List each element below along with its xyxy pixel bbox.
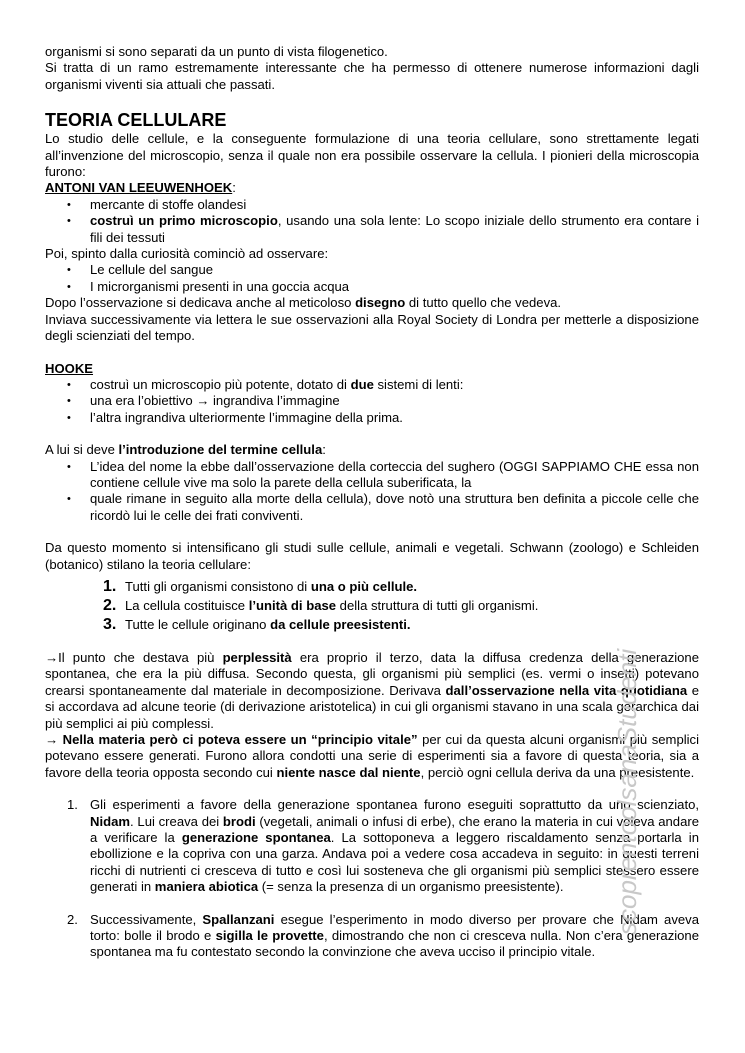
experiment-text-run: , dimostrando che non ci cresceva nulla. Non c’era generazione spontanea ma fu contestato secondo la convinzione che aveva ucciso il principio vitale. bbox=[90, 928, 699, 960]
schwann-paragraph: Da questo momento si intensificano gli studi sulle cellule, animali e vegetali. Schwann (zoologo) e Schleiden (botanico) stilano la teoria cellulare: bbox=[45, 540, 699, 572]
list-item: • mercante di stoffe olandesi bbox=[45, 197, 699, 213]
list-item: • L’idea del nome la ebbe dall’osservazione della corteccia del sughero (OGGI SAPPIAMO CHE essa non contiene cellule vive ma solo la parete della cellula suberificata, la bbox=[45, 459, 699, 492]
list-item: • l’altra ingrandiva ulteriormente l’immagine della prima. bbox=[45, 410, 699, 426]
experiment-item: 1. Gli esperimenti a favore della generazione spontanea furono eseguiti soprattutto da uno scienziato, Nidam. Lui creava dei brodi (vegetali, animali o infusi di erbe), che erano la materia in cui voleva andare a verificare la generazione spontanea. La sottoponeva a leggero riscaldamento senza portarla in ebollizione e la copriva con una garza. Andava poi a vedere cosa accadeva in seguito: in questi terreni ricchi di nutrienti ci cresceva di tutto e così lui sosteneva che gli organismi più semplici stessero essere generati in maniera abiotica (= senza la presenza di un organismo preesistente). bbox=[67, 797, 699, 895]
experiment-text-run: esegue l’esperimento in modo diverso per provare che Nidam aveva torto: bolle il brodo e bbox=[90, 911, 699, 944]
experiments-list bbox=[45, 797, 699, 895]
list-item: • una era l’obiettivo → ingrandiva l’immagine bbox=[45, 393, 699, 409]
section-title: TEORIA CELLULARE bbox=[45, 110, 227, 131]
experiment-text-run: (= senza la presenza di un organismo preesistente). bbox=[258, 879, 564, 895]
experiment-text-run: sigilla le provette bbox=[215, 928, 324, 944]
vital-principle-paragraph: → Nella materia però ci poteva essere un “principio vitale” per cui da questa alcuni organismi più semplici potevano essere generati. Furono allora condotti una serie di esperimenti sia a favore di questa teoria, sia a favore della teoria opposta secondo cui niente nasce dal niente, perciò ogni cellula deriva da una preesistente. bbox=[45, 732, 700, 780]
hooke-heading: HOOKE bbox=[45, 360, 94, 376]
experiment-text-run: Spallanzani bbox=[202, 911, 275, 927]
list-item: • costruì un microscopio più potente, dotato di due sistemi di lenti: bbox=[45, 377, 699, 393]
experiment-text-run: maniera abiotica bbox=[154, 879, 259, 895]
list-item: • quale rimane in seguito alla morte della cellula), dove notò una struttura ben definita a piccole celle che ricordò lui le celle dei frati conviventi. bbox=[45, 491, 699, 524]
leeuwenhoek-list bbox=[45, 197, 699, 246]
experiment-text-run: brodi bbox=[222, 813, 256, 829]
leeuwenhoek-heading: ANTONI VAN LEEUWENHOEK: bbox=[45, 180, 236, 196]
hooke-list bbox=[45, 377, 699, 426]
intro-line-2: Si tratta di un ramo estremamente interessante che ha permesso di ottenere numerose informazioni dagli organismi viventi sia attuali che passati. bbox=[45, 60, 699, 92]
observed-list bbox=[45, 262, 699, 295]
experiment-text-run: . La sottoponeva a leggero riscaldamento senza portarla in ebollizione e la copriva con una garza. Andava poi a vedere cosa accadeva in seguito: in questi terreni ricchi di nutrienti ci cresceva di tutto e così lui sosteneva che gli organismi più semplici stessero essere generati in bbox=[90, 830, 699, 895]
list-item: • Le cellule del sangue bbox=[45, 262, 699, 278]
hooke-term: A lui si deve l’introduzione del termine cellula: bbox=[45, 442, 326, 458]
list-item: • costruì un primo microscopio, usando una sola lente: Lo scopo iniziale dello strumento era contare i fili dei tessuti bbox=[45, 213, 699, 246]
postulate-item: 3. Tutte le cellule originano da cellule preesistenti. bbox=[103, 615, 411, 633]
watermark: scoprentoolsanaStudenti bbox=[612, 648, 642, 935]
perplexity-paragraph: →Il punto che destava più perplessità era proprio il terzo, data la diffusa credenza della generazione spontanea, che era la più diffusa. Secondo questa, gli organismi più semplici (es. vermi o insetti) potevano crearsi spontaneamente dal materiale in decomposizione. Derivava dall’osservazione nella vita quotidiana e si accordava ad alcune teorie (di derivazione aristotelica) in cui gli organismi stavano in una scala gerarchica dai più semplici ai più complessi. bbox=[45, 649, 699, 731]
intro-line-1: organismi si sono separati da un punto di vista filogenetico. bbox=[45, 44, 388, 59]
experiment-item: 2. Successivamente, Spallanzani esegue l’esperimento in modo diverso per provare che Nidam aveva torto: bolle il brodo e sigilla le provette, dimostrando che non ci cresceva nulla. Non c’era generazione spontanea ma fu contestato secondo la convinzione che aveva ucciso il principio vitale. bbox=[67, 911, 699, 960]
leeuwenhoek-after: Dopo l’osservazione si dedicava anche al meticoloso disegno di tutto quello che vedeva. bbox=[45, 295, 562, 311]
leeuwenhoek-sent: Inviava successivamente via lettera le sue osservazioni alla Royal Society di Londra per metterle a disposizione degli scienziati del tempo. bbox=[45, 311, 699, 344]
experiment-text-run: (vegetali, animali o infusi di erbe), che erano la materia in cui voleva andare a verificare la bbox=[90, 813, 699, 846]
document-page bbox=[45, 44, 699, 961]
postulate-item: 1. Tutti gli organismi consistono di una o più cellule. bbox=[103, 577, 418, 595]
postulates-list bbox=[45, 577, 699, 634]
experiment-text-run: Gli esperimenti a favore della generazione spontanea furono eseguiti soprattutto da uno scienziato, bbox=[90, 797, 699, 813]
experiments-list-2 bbox=[45, 912, 699, 961]
experiment-text-run: Successivamente, bbox=[90, 911, 203, 927]
experiment-text-run: generazione spontanea bbox=[181, 830, 331, 846]
term-list bbox=[45, 459, 699, 525]
experiment-text-run: . Lui creava dei bbox=[130, 813, 223, 829]
list-item: • I microrganismi presenti in una goccia acqua bbox=[45, 279, 699, 295]
postulate-item: 2. La cellula costituisce l’unità di base della struttura di tutti gli organismi. bbox=[103, 596, 539, 614]
leeuwenhoek-then: Poi, spinto dalla curiosità cominciò ad osservare: bbox=[45, 246, 329, 262]
section-intro: Lo studio delle cellule, e la conseguente formulazione di una teoria cellulare, sono strettamente legati all’invenzione del microscopio, senza il quale non era possibile osservare la cellula. I pionieri della microscopia furono: bbox=[45, 131, 699, 180]
experiment-text-run: Nidam bbox=[90, 813, 131, 829]
